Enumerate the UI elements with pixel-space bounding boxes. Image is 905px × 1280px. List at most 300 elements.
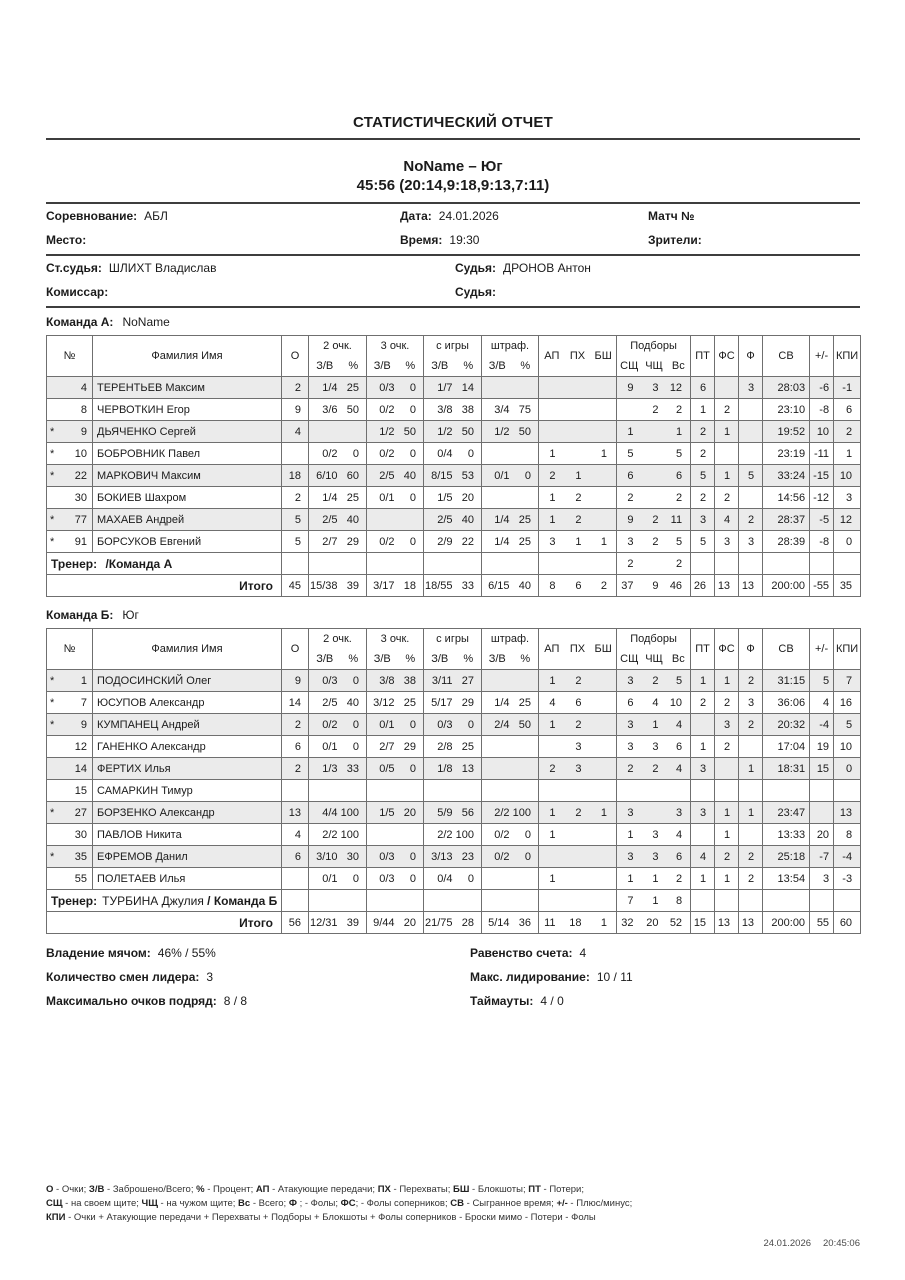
stat-cell: 1/4 xyxy=(309,487,341,509)
stat-cell: -3 xyxy=(834,868,861,890)
stat-cell: 0/4 xyxy=(424,443,456,465)
stat-cell xyxy=(591,399,617,421)
stat-cell xyxy=(810,553,834,575)
stat-cell: 5 xyxy=(667,670,691,692)
col-header-num: № xyxy=(47,336,93,377)
number-value: 30 xyxy=(74,828,87,841)
stat-cell: 100 xyxy=(341,824,367,846)
stat-cell: 50 xyxy=(513,421,539,443)
stat-cell: 10 xyxy=(667,692,691,714)
stat-cell xyxy=(691,780,715,802)
player-row xyxy=(47,692,861,714)
stat-cell xyxy=(715,758,739,780)
total-cell: 2 xyxy=(591,575,617,597)
stat-cell xyxy=(642,553,667,575)
stat-cell: 2 xyxy=(739,868,763,890)
stat-cell: 25 xyxy=(341,487,367,509)
stat-cell: 1 xyxy=(591,531,617,553)
stat-cell: 9 xyxy=(282,399,309,421)
stat-cell: 31:15 xyxy=(763,670,810,692)
stat-cell: 2 xyxy=(642,531,667,553)
stat-cell: 2 xyxy=(617,553,642,575)
stat-cell: 0 xyxy=(398,487,424,509)
divider xyxy=(46,306,860,308)
total-cell: 45 xyxy=(282,575,309,597)
stat-cell: 2 xyxy=(715,846,739,868)
player-row xyxy=(47,714,861,736)
number-value: 77 xyxy=(74,513,87,526)
lead-changes-value: 3 xyxy=(206,970,214,984)
subheader-total-board: Вс xyxy=(667,649,691,670)
stat-cell xyxy=(539,377,565,399)
stat-cell: 40 xyxy=(341,509,367,531)
stat-cell: 38 xyxy=(456,399,482,421)
stat-cell: 3/10 xyxy=(309,846,341,868)
info-row-1 xyxy=(46,204,860,228)
stat-cell: 2 xyxy=(691,421,715,443)
col-header-ft: штраф. xyxy=(482,336,539,357)
total-cell: 40 xyxy=(513,575,539,597)
total-cell: 20 xyxy=(398,912,424,934)
stat-cell: 1 xyxy=(715,868,739,890)
stat-cell xyxy=(810,890,834,912)
stat-cell: 14 xyxy=(282,692,309,714)
time-value: 19:30 xyxy=(449,233,480,247)
stat-cell xyxy=(715,377,739,399)
total-cell: 21/75 xyxy=(424,912,456,934)
stat-cell: 0 xyxy=(398,868,424,890)
stat-cell: 3 xyxy=(617,736,642,758)
subheader-pct: % xyxy=(456,356,482,377)
stat-cell xyxy=(691,824,715,846)
stat-cell xyxy=(367,824,398,846)
divider xyxy=(46,138,860,140)
stat-cell: 0/1 xyxy=(309,736,341,758)
number-value: 1 xyxy=(80,674,87,687)
stat-cell: 1/2 xyxy=(367,421,398,443)
stat-cell: 2/5 xyxy=(309,692,341,714)
subheader-zv: З/В xyxy=(482,356,513,377)
stat-cell: 1 xyxy=(715,670,739,692)
time-label: Время: xyxy=(400,233,443,247)
stat-cell xyxy=(513,758,539,780)
stat-cell: 50 xyxy=(456,421,482,443)
stat-cell xyxy=(715,780,739,802)
subheader-own-board: СЩ xyxy=(617,649,642,670)
stat-cell: 11 xyxy=(667,509,691,531)
col-header-plusminus: +/- xyxy=(810,336,834,377)
total-cell: 55 xyxy=(810,912,834,934)
stat-cell: 7 xyxy=(617,890,642,912)
team-b-caption-label: Команда Б: xyxy=(46,608,114,622)
number-value: 27 xyxy=(74,806,87,819)
stat-cell xyxy=(642,487,667,509)
stat-cell xyxy=(565,377,591,399)
stat-cell: 23:19 xyxy=(763,443,810,465)
stat-cell: 0 xyxy=(341,714,367,736)
max-run-label: Максимально очков подряд: xyxy=(46,994,217,1008)
stat-cell: 33 xyxy=(341,758,367,780)
stat-cell: 3 xyxy=(642,846,667,868)
col-header-time: СВ xyxy=(763,336,810,377)
stat-cell: 1 xyxy=(739,758,763,780)
stat-cell: 27 xyxy=(456,670,482,692)
stat-cell xyxy=(482,487,513,509)
stat-cell: 2/7 xyxy=(309,531,341,553)
total-cell: 15 xyxy=(691,912,715,934)
stat-cell xyxy=(539,780,565,802)
stat-cell: -12 xyxy=(810,487,834,509)
col-header-3pt: 3 очк. xyxy=(367,336,424,357)
stat-cell: 4 xyxy=(282,824,309,846)
stat-cell: 10 xyxy=(834,736,861,758)
player-number xyxy=(47,399,93,421)
stat-cell: 2 xyxy=(282,714,309,736)
ties-value: 4 xyxy=(579,946,587,960)
stat-cell: 100 xyxy=(513,802,539,824)
stat-cell: 4 xyxy=(667,714,691,736)
stat-cell: 100 xyxy=(456,824,482,846)
stat-cell: 6 xyxy=(565,692,591,714)
stat-cell: 5 xyxy=(282,509,309,531)
stat-cell: 0/2 xyxy=(309,714,341,736)
stat-cell: 5 xyxy=(691,531,715,553)
stat-cell: 6 xyxy=(667,465,691,487)
stat-cell: 0/1 xyxy=(367,714,398,736)
stat-cell xyxy=(513,670,539,692)
ties-label: Равенство счета: xyxy=(470,946,573,960)
stat-cell: 4 xyxy=(539,692,565,714)
stat-cell: 3 xyxy=(565,736,591,758)
total-cell: 13 xyxy=(739,912,763,934)
legend-line: КПИ - Очки + Атакующие передачи + Перехваты + Подборы + Блокшоты + Фолы соперников - Броски мимо - Потери - Фолы xyxy=(46,1212,596,1223)
stat-cell: 6 xyxy=(617,465,642,487)
coach-label: Тренер: xyxy=(51,556,98,571)
stat-cell: 0 xyxy=(513,465,539,487)
total-cell: 1 xyxy=(591,912,617,934)
stat-cell: 2 xyxy=(667,868,691,890)
player-row xyxy=(47,670,861,692)
stat-cell: 0/4 xyxy=(424,868,456,890)
total-cell: 39 xyxy=(341,575,367,597)
stat-cell: 3/6 xyxy=(309,399,341,421)
stat-cell: 40 xyxy=(341,692,367,714)
stat-cell xyxy=(715,553,739,575)
player-name: ГАНЕНКО Александр xyxy=(93,736,282,758)
stat-cell: 6 xyxy=(667,736,691,758)
stat-cell: 1/2 xyxy=(482,421,513,443)
stat-cell xyxy=(456,553,482,575)
stat-cell xyxy=(482,758,513,780)
player-name: ПОДОСИНСКИЙ Олег xyxy=(93,670,282,692)
stat-cell: 3 xyxy=(539,531,565,553)
stat-cell: 9 xyxy=(617,377,642,399)
stat-cell xyxy=(834,890,861,912)
player-row xyxy=(47,465,861,487)
stat-cell xyxy=(482,553,513,575)
stat-cell: 2 xyxy=(739,714,763,736)
player-number xyxy=(47,758,93,780)
total-cell: 12/31 xyxy=(309,912,341,934)
coach-row xyxy=(47,553,861,575)
stat-cell: 12 xyxy=(667,377,691,399)
stat-cell: -7 xyxy=(810,846,834,868)
stat-cell xyxy=(763,553,810,575)
stat-cell: 20 xyxy=(456,487,482,509)
stat-cell: 13 xyxy=(456,758,482,780)
stat-cell xyxy=(282,443,309,465)
team-b-name: Юг xyxy=(122,608,139,622)
spectators-label: Зрители: xyxy=(648,233,702,247)
stat-cell xyxy=(739,553,763,575)
stat-cell xyxy=(591,824,617,846)
starter-mark: * xyxy=(50,674,55,687)
starter-mark: * xyxy=(50,718,55,731)
stat-cell xyxy=(591,890,617,912)
stat-cell: 1 xyxy=(617,421,642,443)
total-cell: 18 xyxy=(565,912,591,934)
stat-cell: 2 xyxy=(642,670,667,692)
stat-cell xyxy=(341,553,367,575)
stat-cell: 2 xyxy=(667,399,691,421)
stat-cell xyxy=(539,553,565,575)
stat-cell xyxy=(715,443,739,465)
stat-cell: 3/8 xyxy=(424,399,456,421)
stat-cell: 1 xyxy=(539,868,565,890)
stat-cell xyxy=(565,421,591,443)
player-number xyxy=(47,824,93,846)
stat-cell xyxy=(309,553,341,575)
totals-row xyxy=(47,912,861,934)
stat-cell xyxy=(739,780,763,802)
stat-cell: 2 xyxy=(715,487,739,509)
stat-cell xyxy=(591,736,617,758)
stat-cell xyxy=(513,487,539,509)
stat-cell: 2 xyxy=(282,377,309,399)
player-name: МАХАЕВ Андрей xyxy=(93,509,282,531)
stat-cell: 13 xyxy=(834,802,861,824)
subheader-zv: З/В xyxy=(482,649,513,670)
stat-cell xyxy=(667,780,691,802)
stat-cell xyxy=(482,890,513,912)
stat-cell xyxy=(398,509,424,531)
col-header-ap-px-bsh: АП ПХ БШ xyxy=(539,336,617,377)
stat-cell xyxy=(482,736,513,758)
stat-cell xyxy=(642,465,667,487)
stat-cell: 23:10 xyxy=(763,399,810,421)
stat-cell xyxy=(565,553,591,575)
stat-cell: 25 xyxy=(341,377,367,399)
stat-cell: 2/2 xyxy=(424,824,456,846)
stat-cell: 3/4 xyxy=(482,399,513,421)
stat-cell: 3 xyxy=(691,802,715,824)
number-value: 8 xyxy=(80,403,87,416)
page-title: СТАТИСТИЧЕСКИЙ ОТЧЕТ xyxy=(353,114,553,131)
stat-cell xyxy=(763,890,810,912)
stat-cell: 1 xyxy=(691,399,715,421)
subheader-zv: З/В xyxy=(309,649,341,670)
stat-cell xyxy=(591,868,617,890)
stat-cell: 1 xyxy=(691,670,715,692)
stat-cell: 0 xyxy=(398,377,424,399)
stat-cell: 36:06 xyxy=(763,692,810,714)
total-cell: 8 xyxy=(539,575,565,597)
stat-cell xyxy=(482,377,513,399)
total-cell: 9 xyxy=(642,575,667,597)
total-cell: -55 xyxy=(810,575,834,597)
stat-cell: 0/2 xyxy=(482,824,513,846)
stat-cell: 4 xyxy=(282,421,309,443)
player-row xyxy=(47,399,861,421)
total-cell: 6/15 xyxy=(482,575,513,597)
stat-cell: 1/7 xyxy=(424,377,456,399)
stat-cell xyxy=(739,421,763,443)
stat-cell: 1 xyxy=(565,531,591,553)
stat-cell: 0 xyxy=(513,846,539,868)
stat-cell: 3 xyxy=(617,714,642,736)
total-cell: 13 xyxy=(739,575,763,597)
stat-cell: 0/3 xyxy=(309,670,341,692)
subheader-pct: % xyxy=(513,649,539,670)
stat-cell xyxy=(398,553,424,575)
subheader-zv: З/В xyxy=(424,649,456,670)
stat-cell: 29 xyxy=(341,531,367,553)
date-value: 24.01.2026 xyxy=(438,209,499,223)
stat-cell: 2/7 xyxy=(367,736,398,758)
stat-cell: 100 xyxy=(341,802,367,824)
player-row xyxy=(47,509,861,531)
totals-label: Итого xyxy=(47,912,282,934)
stat-cell: 0/2 xyxy=(367,443,398,465)
stat-cell: 1 xyxy=(539,509,565,531)
total-cell: 13 xyxy=(715,912,739,934)
stat-cell: 12 xyxy=(834,509,861,531)
stat-cell xyxy=(367,509,398,531)
stat-cell xyxy=(617,399,642,421)
player-number xyxy=(47,736,93,758)
stat-cell: 3/8 xyxy=(367,670,398,692)
stat-cell: 9 xyxy=(617,509,642,531)
subheader-total-board: Вс xyxy=(667,356,691,377)
team-a-name: NoName xyxy=(122,315,170,329)
stat-cell xyxy=(539,846,565,868)
stat-cell xyxy=(739,736,763,758)
stat-cell: 0 xyxy=(341,868,367,890)
stat-cell: 56 xyxy=(456,802,482,824)
stat-cell: 2 xyxy=(715,736,739,758)
stat-cell: 25 xyxy=(398,692,424,714)
referee-row-1 xyxy=(46,256,860,280)
col-header-turnovers: ПТ xyxy=(691,336,715,377)
stat-cell: 3 xyxy=(642,736,667,758)
stat-cell xyxy=(591,670,617,692)
stat-cell xyxy=(565,868,591,890)
stat-cell xyxy=(591,846,617,868)
totals-row xyxy=(47,575,861,597)
stat-cell xyxy=(642,443,667,465)
total-cell: 18 xyxy=(398,575,424,597)
stat-cell: 2 xyxy=(739,509,763,531)
stat-cell: 3 xyxy=(810,868,834,890)
generated-timestamp xyxy=(763,1238,860,1249)
total-cell: 26 xyxy=(691,575,715,597)
total-cell: 15/38 xyxy=(309,575,341,597)
stat-cell: 2/2 xyxy=(309,824,341,846)
stat-cell: 10 xyxy=(834,465,861,487)
stat-cell xyxy=(715,890,739,912)
number-value: 30 xyxy=(74,491,87,504)
subheader-pct: % xyxy=(398,649,424,670)
stat-cell xyxy=(591,421,617,443)
stat-cell: 19:52 xyxy=(763,421,810,443)
coach-name: ТУРБИНА Джулия xyxy=(102,893,204,908)
stat-cell: -15 xyxy=(810,465,834,487)
stat-cell: 1 xyxy=(834,443,861,465)
stat-cell xyxy=(513,443,539,465)
stat-cell: 25 xyxy=(513,509,539,531)
stat-cell: 6 xyxy=(282,736,309,758)
starter-mark: * xyxy=(50,425,55,438)
stat-cell: 30 xyxy=(341,846,367,868)
stat-cell xyxy=(513,780,539,802)
stat-cell: 2 xyxy=(715,399,739,421)
stat-cell: 33:24 xyxy=(763,465,810,487)
total-cell: 13 xyxy=(715,575,739,597)
stat-cell: 1/4 xyxy=(309,377,341,399)
stat-cell: 1 xyxy=(617,868,642,890)
stat-cell: 0 xyxy=(834,531,861,553)
timeouts-label: Таймауты: xyxy=(470,994,534,1008)
stat-cell: 29 xyxy=(456,692,482,714)
stat-cell xyxy=(691,890,715,912)
stat-cell: 1 xyxy=(539,443,565,465)
total-cell: 3/17 xyxy=(367,575,398,597)
possession-label: Владение мячом: xyxy=(46,946,151,960)
stat-cell xyxy=(367,780,398,802)
max-lead-label: Макс. лидирование: xyxy=(470,970,590,984)
stat-cell xyxy=(591,487,617,509)
stat-cell: 5 xyxy=(810,670,834,692)
stat-cell xyxy=(282,890,309,912)
stat-cell xyxy=(591,758,617,780)
number-value: 9 xyxy=(80,718,87,731)
total-cell: 5/14 xyxy=(482,912,513,934)
stat-cell: 6 xyxy=(617,692,642,714)
place-label: Место: xyxy=(46,233,87,247)
stat-cell: 1/4 xyxy=(482,531,513,553)
referee1-label: Судья: xyxy=(455,261,497,275)
stat-cell: 0/3 xyxy=(367,868,398,890)
stat-cell xyxy=(398,824,424,846)
number-value: 35 xyxy=(74,850,87,863)
player-name: ДЬЯЧЕНКО Сергей xyxy=(93,421,282,443)
match-title: NoName – Юг xyxy=(403,158,503,175)
stat-cell: 0 xyxy=(513,824,539,846)
total-cell: 28 xyxy=(456,912,482,934)
stat-cell xyxy=(739,487,763,509)
player-number xyxy=(47,846,93,868)
stat-cell: 2 xyxy=(565,714,591,736)
stat-cell xyxy=(282,553,309,575)
stat-cell: 2/9 xyxy=(424,531,456,553)
stat-cell: 50 xyxy=(398,421,424,443)
stat-cell: 14 xyxy=(456,377,482,399)
stat-cell xyxy=(565,846,591,868)
col-header-fg: с игры xyxy=(424,629,482,650)
stat-cell: 38 xyxy=(398,670,424,692)
player-row xyxy=(47,802,861,824)
stat-cell: 0 xyxy=(456,868,482,890)
